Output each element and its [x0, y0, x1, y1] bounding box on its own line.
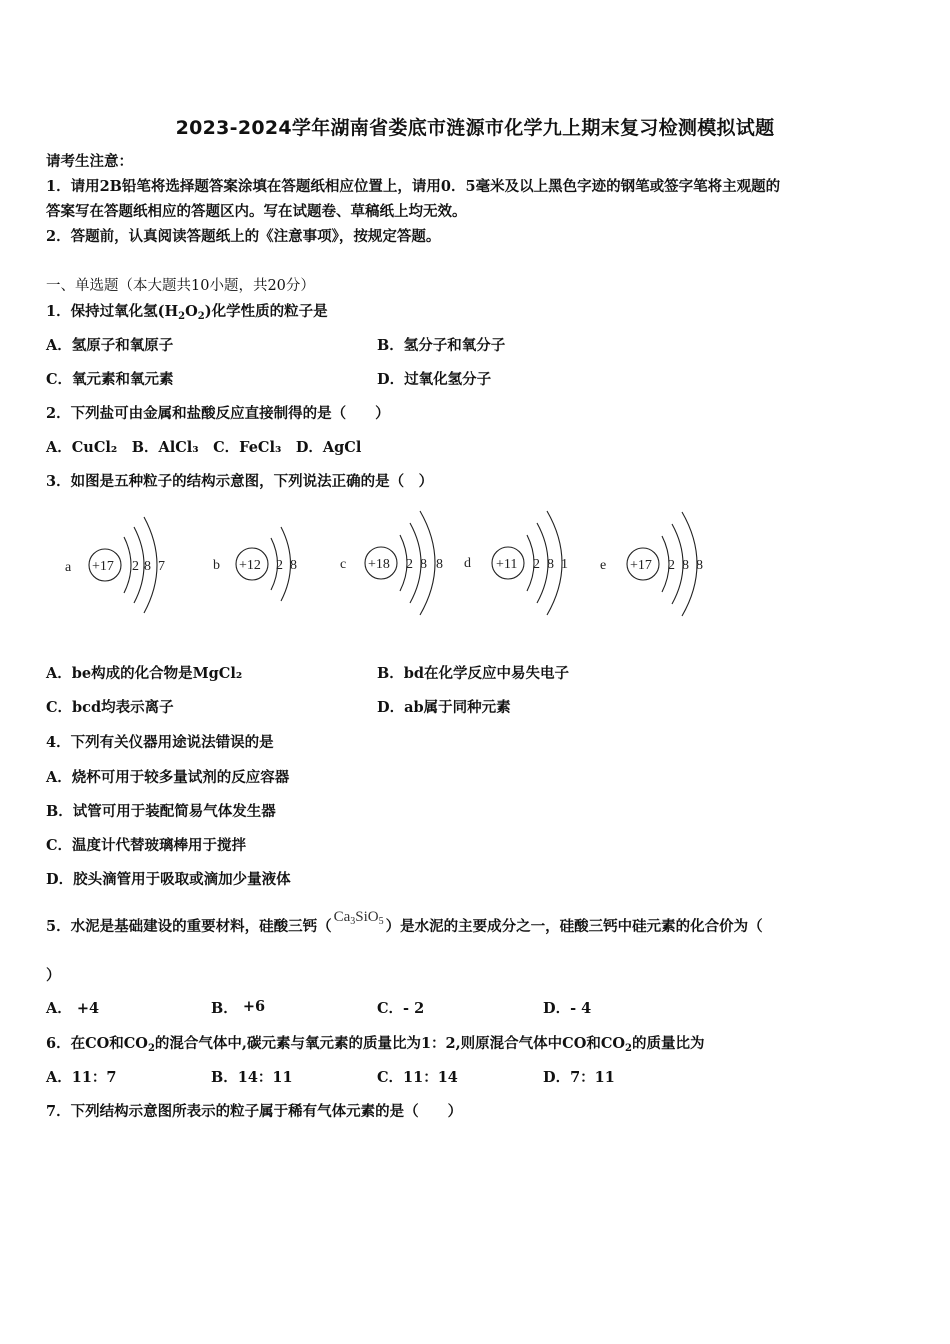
atom-e: [600, 512, 703, 616]
q5-stem-close: ）: [46, 967, 61, 984]
q2-stem: 2．下列盐可由金属和盐酸反应直接制得的是（ ）: [46, 405, 390, 422]
q1-option-a: A．氢原子和氧原子: [46, 337, 174, 354]
atom-d-nucleus: +11: [496, 557, 518, 572]
atom-a-shell-1: 2: [132, 559, 139, 574]
q3-atom-structure-diagram: [40, 505, 740, 625]
atom-d: [464, 511, 568, 615]
atom-e-shell-3: 8: [696, 558, 703, 573]
atom-d-label: d: [464, 556, 471, 571]
atom-b-shell-2: 8: [290, 558, 297, 573]
q5-option-d: D．- 4: [543, 1000, 592, 1017]
atom-a-label: a: [65, 560, 72, 575]
q6-option-a: A．11：7: [46, 1069, 117, 1086]
notice-line-2: 2．答题前，认真阅读答题纸上的《注意事项》，按规定答题。: [46, 228, 441, 245]
atom-c: [340, 511, 443, 615]
notice-line-1b: 答案写在答题纸相应的答题区内。写在试题卷、草稿纸上均无效。: [46, 203, 467, 220]
q7-stem: 7．下列结构示意图所表示的粒子属于稀有气体元素的是（ ）: [46, 1103, 463, 1120]
section-heading: 一、单选题（本大题共10小题，共20分）: [46, 278, 315, 294]
q1-option-c: C．氧元素和氧元素: [46, 371, 174, 388]
q1-option-d: D．过氧化氢分子: [377, 371, 492, 388]
q4-option-b: B．试管可用于装配简易气体发生器: [46, 803, 276, 820]
q4-stem: 4．下列有关仪器用途说法错误的是: [46, 734, 274, 751]
atom-d-shell-2: 8: [547, 557, 554, 572]
q5-formula: $Ca_3SiO_5$: [333, 909, 384, 927]
q3-stem: 3．如图是五种粒子的结构示意图，下列说法正确的是（ ）: [46, 473, 434, 490]
q5-option-b: B． +6: [211, 998, 266, 1017]
atom-a: [65, 517, 165, 613]
atom-d-shell-1: 2: [533, 557, 540, 572]
notice-line-1: 1．请用2B铅笔将选择题答案涂填在答题纸相应位置上，请用0．5毫米及以上黑色字迹的钢笔或签字笔将主观题的: [46, 178, 781, 195]
q4-option-d: D．胶头滴管用于吸取或滴加少量液体: [46, 871, 291, 888]
q4-option-a: A．烧杯可用于较多量试剂的反应容器: [46, 769, 290, 786]
atom-b: [213, 527, 297, 601]
atom-e-nucleus: +17: [630, 558, 652, 573]
atom-b-shell-1: 2: [276, 558, 283, 573]
atom-c-nucleus: +18: [368, 557, 390, 572]
atom-d-shell-3: 1: [561, 557, 568, 572]
q2-options: A．CuCl₂ B．AlCl₃ C．FeCl₃ D．AgCl: [46, 439, 362, 456]
q6-option-d: D．7：11: [543, 1069, 615, 1086]
atom-a-shell-3: 7: [158, 559, 165, 574]
atom-a-shell-2: 8: [144, 559, 151, 574]
q6-stem: 6．在CO和$CO_2$的混合气体中,碳元素与氧元素的质量比为1：2,则原混合气体中CO和$CO_2$的质量比为: [46, 1035, 705, 1054]
atom-e-label: e: [600, 558, 607, 573]
q5-option-a: A． +4: [46, 1000, 100, 1017]
q4-option-c: C．温度计代替玻璃棒用于搅拌: [46, 837, 247, 854]
q6-option-b: B．14：11: [211, 1069, 293, 1086]
atom-b-nucleus: +12: [239, 558, 261, 573]
atom-c-shell-3: 8: [436, 557, 443, 572]
q3-option-d: D．ab属于同种元素: [377, 699, 511, 716]
atom-c-shell-2: 8: [420, 557, 427, 572]
q1-option-b: B．氢分子和氧分子: [377, 337, 506, 354]
q3-option-c: C．bcd均表示离子: [46, 699, 174, 716]
q3-option-b: B．bd在化学反应中易失电子: [377, 665, 570, 682]
atom-b-label: b: [213, 558, 220, 573]
atom-c-label: c: [340, 557, 347, 572]
page-title: 2023-2024学年湖南省娄底市涟源市化学九上期末复习检测模拟试题: [175, 117, 775, 139]
notice-heading: 请考生注意：: [46, 153, 133, 170]
atom-a-nucleus: +17: [92, 559, 114, 574]
atom-e-shell-2: 8: [682, 558, 689, 573]
q5-option-c: C．- 2: [377, 1000, 425, 1017]
q6-option-c: C．11：14: [377, 1069, 458, 1086]
atom-c-shell-1: 2: [406, 557, 413, 572]
q1-stem: 1．保持过氧化氢$(H_2O_2)$化学性质的粒子是: [46, 303, 328, 322]
atom-e-shell-1: 2: [668, 558, 675, 573]
q3-option-a: A．be构成的化合物是MgCl₂: [46, 665, 243, 682]
q5-stem: 5．水泥是基础建设的重要材料，硅酸三钙（$Ca_3SiO_5$ ）是水泥的主要成分之一，硅酸三钙中硅元素的化合价为（: [46, 909, 763, 935]
